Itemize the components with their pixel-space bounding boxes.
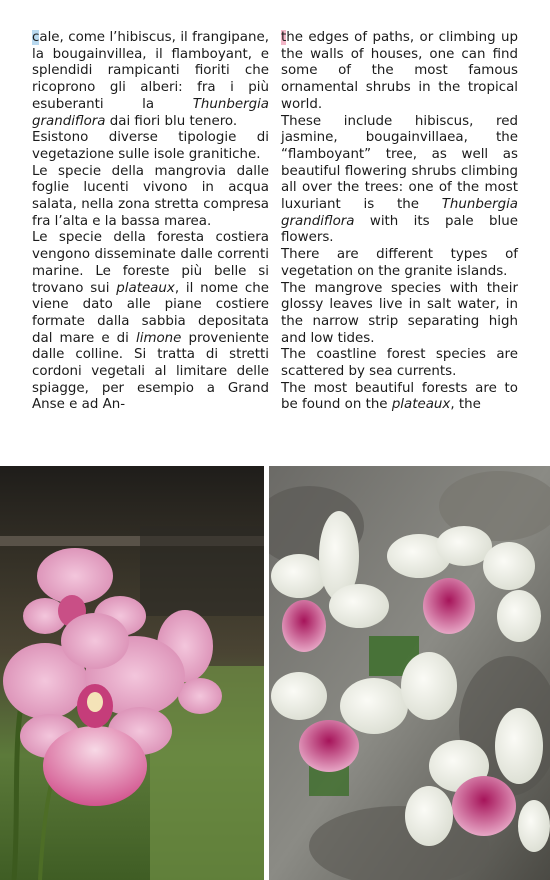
italian-paragraph-1: cale, come l’hibiscus, il frangipane, la bougainvillea, il flamboyant, e splendidi rampicanti fioriti che ricoprono gli alberi: fra i più esuberanti la Thunbergia grandiflora dai fiori blu tenero.: [32, 30, 269, 129]
english-paragraph-5: The coastline forest species are scattered by sea currents.: [281, 347, 518, 380]
english-paragraph-4: The mangrove species with their glossy leaves live in salt water, in the narrow strip separating high and low tides.: [281, 280, 518, 346]
english-paragraph-3: There are different types of vegetation on the granite islands.: [281, 247, 518, 279]
italian-text-column: [32, 30, 269, 414]
white-orchid-photo: [269, 466, 550, 880]
english-paragraph-6: The most beautiful forests are to be found on the plateaux, the: [281, 380, 518, 413]
english-paragraph-2: These include hibiscus, red jasmine, bougainvillaea, the “flamboyant” tree, as well as beautiful flowering shrubs climbing all over the trees: one of the most luxuriant is the Thunbergia grandiflora with its pale blue flowers.: [281, 113, 518, 246]
english-text-column: [281, 30, 518, 414]
english-paragraph-1: the edges of paths, or climbing up the walls of houses, one can find some of the most famous ornamental shrubs in the tropical world.: [281, 30, 518, 112]
pink-orchid-photo: [0, 466, 264, 880]
italian-paragraph-3: Le specie della mangrovia dalle foglie lucenti vivono in acqua salata, nella zona stretta compresa fra l’alta e la bassa marea.: [32, 163, 269, 229]
italian-paragraph-2: Esistono diverse tipologie di vegetazione sulle isole granitiche.: [32, 130, 269, 162]
italian-paragraph-4: Le specie della foresta costiera vengono disseminate dalle correnti marine. Le foreste più belle si trovano sui plateaux, il nome che viene dato alle piane costiere formate dalla sabbia depositata dal mare e di limone proveniente dalle colline. Si tratta di stretti cordoni vegetali al limitare delle spiagge, per esempio a Grand Anse e ad An-: [32, 230, 269, 413]
